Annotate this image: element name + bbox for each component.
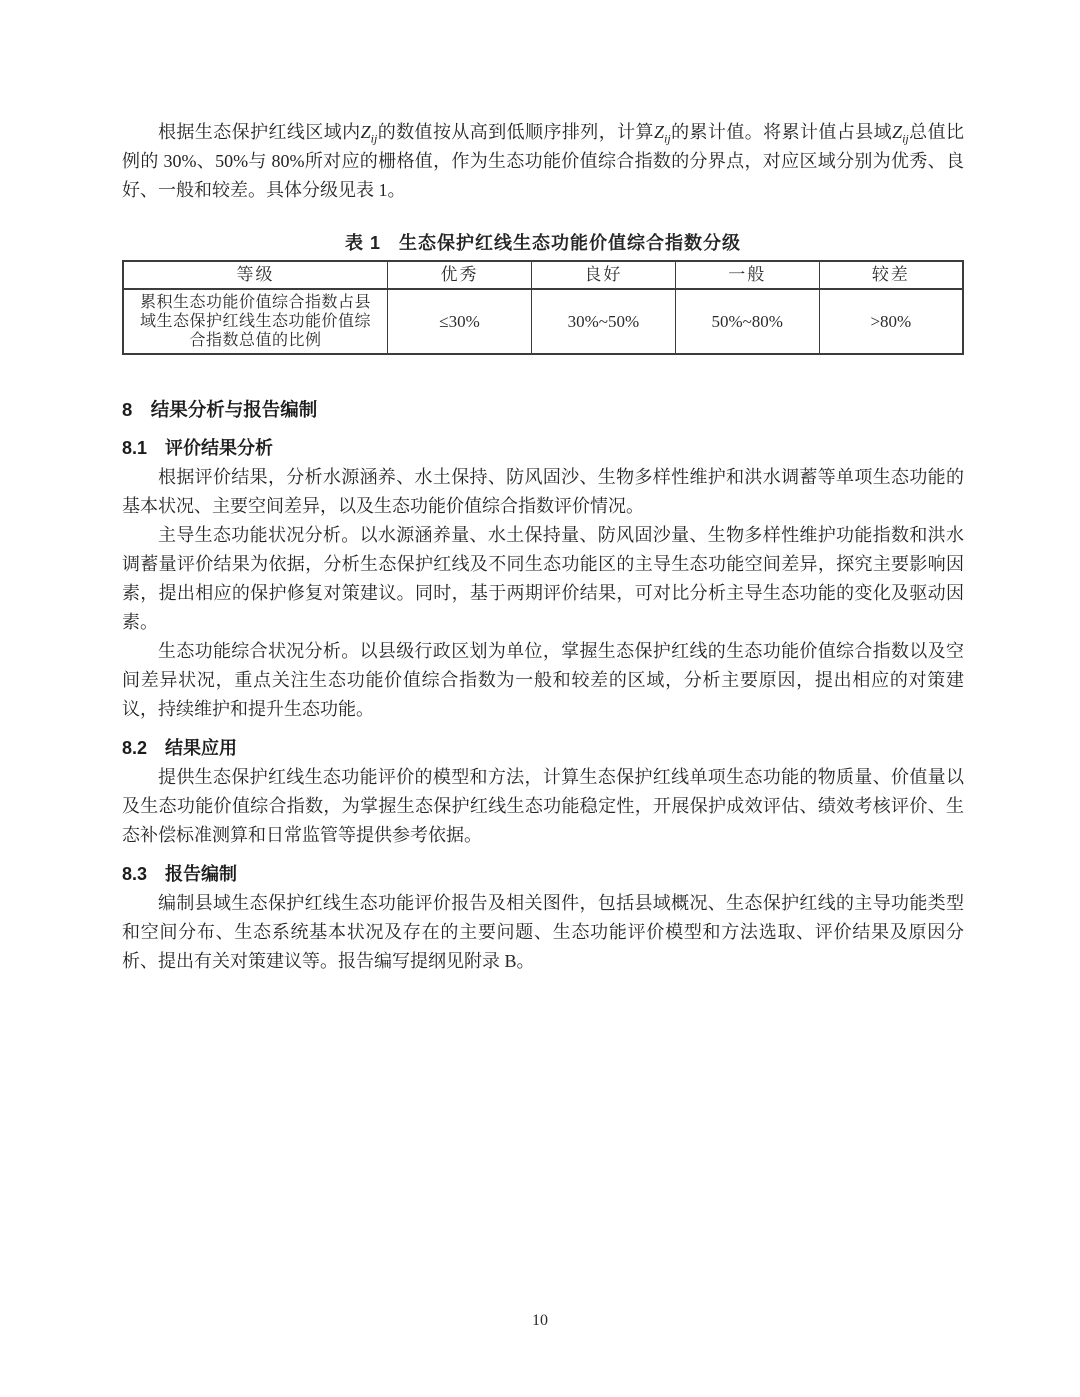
grading-table-header <box>123 261 963 289</box>
intro-text-1: 根据生态保护红线区域内 <box>158 122 361 142</box>
section-8-2-paragraph-1: 提供生态保护红线生态功能评价的模型和方法，计算生态保护红线单项生态功能的物质量、价值量以及生态功能价值综合指数，为掌握生态保护红线生态功能稳定性，开展保护成效评估、绩效考核评价、生态补偿标准测算和日常监管等提供参考依据。 <box>122 767 964 845</box>
column-header-grade: 等级 <box>123 261 388 289</box>
section-8-1-paragraph-3: 生态功能综合状况分析。以县级行政区划为单位，掌握生态保护红线的生态功能价值综合指数以及空间差异状况，重点关注生态功能价值综合指数为一般和较差的区域，分析主要原因，提出相应的对策建议，持续维护和提升生态功能。 <box>122 641 964 719</box>
intro-text-2: 的数值按从高到低顺序排列，计算 <box>377 122 654 142</box>
section-8-3-heading <box>122 860 964 889</box>
column-header-good: 良好 <box>531 261 675 289</box>
row-label-cell: 累积生态功能价值综合指数占县域生态保护红线生态功能价值综合指数总值的比例 <box>123 289 388 354</box>
value-cell-average: 50%~80% <box>675 289 819 354</box>
column-header-average: 一般 <box>675 261 819 289</box>
value-cell-poor: >80% <box>819 289 963 354</box>
value-cell-excellent: ≤30% <box>388 289 532 354</box>
column-header-poor: 较差 <box>819 261 963 289</box>
intro-text-3: 的累计值。将累计值占县域 <box>670 122 893 142</box>
grading-table <box>122 260 964 355</box>
section-8-1-number: 8.1 <box>122 438 148 458</box>
intro-paragraph <box>122 118 964 205</box>
intro-text-4: 总值比例的 30%、50%与 80%所对应的栅格值，作为生态功能价值综合指数的分界点，对应区域分别为优秀、良好、一般和较差。具体分级见表 1。 <box>122 122 965 200</box>
table-title <box>122 231 964 255</box>
variable-z: Z <box>360 122 371 142</box>
table-title-text: 生态保护红线生态功能价值综合指数分级 <box>399 233 741 253</box>
value-cell-good: 30%~50% <box>531 289 675 354</box>
variable-z-subscript: ij <box>663 131 671 146</box>
table-title-number: 表 1 <box>344 233 381 253</box>
section-8-2-number: 8.2 <box>122 738 148 758</box>
variable-z: Z <box>653 122 664 142</box>
section-8-heading <box>122 395 964 424</box>
column-header-excellent: 优秀 <box>388 261 532 289</box>
grading-table-body <box>123 289 963 354</box>
variable-z-subscript: ij <box>902 131 909 146</box>
section-8-1-paragraph-1: 根据评价结果，分析水源涵养、水土保持、防风固沙、生物多样性维护和洪水调蓄等单项生态功能的基本状况、主要空间差异，以及生态功能价值综合指数评价情况。 <box>122 467 964 516</box>
page-number: 10 <box>532 1312 548 1329</box>
section-8-3-title: 报告编制 <box>165 864 238 884</box>
table-row <box>123 289 963 354</box>
section-8-3-paragraph-1: 编制县域生态保护红线生态功能评价报告及相关图件，包括县域概况、生态保护红线的主导功能类型和空间分布、生态系统基本状况及存在的主要问题、生态功能评价模型和方法选取、评价结果及原因分析、提出有关对策建议等。报告编写提纲见附录 B。 <box>122 893 964 971</box>
section-8-1-paragraph-2: 主导生态功能状况分析。以水源涵养量、水土保持量、防风固沙量、生物多样性维护功能指数和洪水调蓄量评价结果为依据，分析生态保护红线及不同生态功能区的主导生态功能空间差异，探究主要影响因素，提出相应的保护修复对策建议。同时，基于两期评价结果，可对比分析主导生态功能的变化及驱动因素。 <box>122 525 964 632</box>
section-8-2-heading <box>122 734 964 763</box>
table-header-row <box>123 261 963 289</box>
section-8-title: 结果分析与报告编制 <box>150 399 318 420</box>
section-8-3-number: 8.3 <box>122 864 148 884</box>
section-8-1-heading <box>122 434 964 463</box>
section-8-2-title: 结果应用 <box>165 738 238 758</box>
variable-z: Z <box>892 122 903 142</box>
section-8-1-title: 评价结果分析 <box>165 438 274 458</box>
section-8-number: 8 <box>122 399 133 420</box>
variable-z-subscript: ij <box>370 131 378 146</box>
